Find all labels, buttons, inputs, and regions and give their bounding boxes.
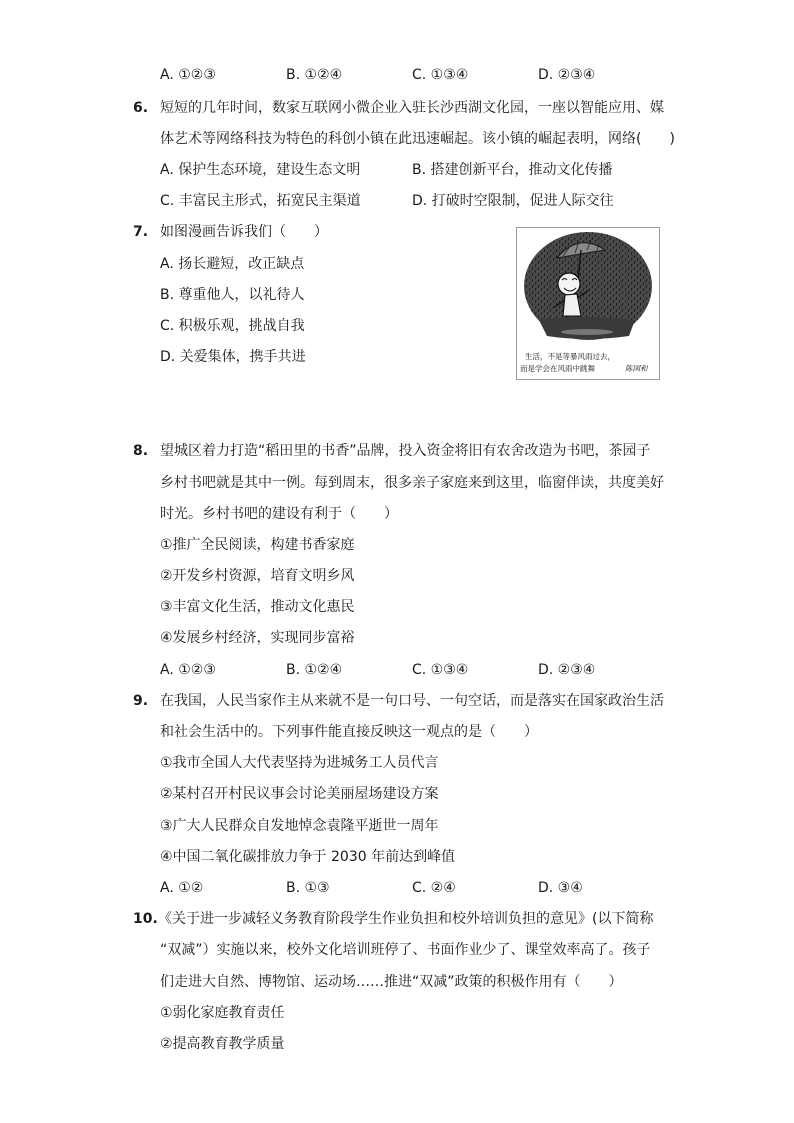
- cartoon-illustration: [516, 227, 660, 380]
- statement-item: ②某村召开村民议事会讨论美丽屋场建设方案: [160, 786, 439, 802]
- cartoon-signature: 陈国和: [625, 364, 648, 373]
- q7-option-d[interactable]: D. 关爱集体，携手共进: [160, 349, 306, 365]
- question-stem-line: 在我国，人民当家作主从来就不是一句口号、一句空话，而是落实在国家政治生活: [160, 693, 664, 709]
- q5-option-d[interactable]: D. ②③④: [538, 67, 596, 83]
- q9-option-c[interactable]: C. ②④: [412, 880, 456, 896]
- q8-option-a[interactable]: A. ①②③: [160, 662, 216, 678]
- q8-option-d[interactable]: D. ②③④: [538, 662, 596, 678]
- q8-option-b[interactable]: B. ①②④: [286, 662, 343, 678]
- question-stem-line: 时光。乡村书吧的建设有利于（ ）: [160, 506, 398, 522]
- question-stem-line: 如图漫画告诉我们（ ）: [160, 224, 328, 240]
- question-stem-line: 们走进大自然、博物馆、运动场……推进“双减”政策的积极作用有（ ）: [160, 974, 623, 990]
- statement-item: ④中国二氧化碳排放力争于 2030 年前达到峰值: [160, 849, 456, 865]
- question-number: 6.: [133, 100, 149, 116]
- statement-item: ③广大人民群众自发地悼念袁隆平逝世一周年: [160, 818, 439, 834]
- q7-option-c[interactable]: C. 积极乐观，挑战自我: [160, 318, 305, 334]
- question-stem-line: “双减”）实施以来，校外文化培训班停了、书面作业少了、课堂效率高了。孩子: [160, 942, 651, 958]
- character-face: [558, 273, 580, 295]
- q8-option-c[interactable]: C. ①③④: [412, 662, 469, 678]
- question-stem-line: 乡村书吧就是其中一例。每到周末，很多亲子家庭来到这里，临窗伴读，共度美好: [160, 475, 664, 491]
- statement-item: ①弱化家庭教育责任: [160, 1005, 285, 1021]
- question-stem-line: 和社会生活中的。下列事件能直接反映这一观点的是（ ）: [160, 724, 538, 740]
- statement-item: ②提高教育教学质量: [160, 1036, 285, 1052]
- q6-option-b[interactable]: B. 搭建创新平台，推动文化传播: [412, 162, 613, 178]
- q9-option-d[interactable]: D. ③④: [538, 880, 583, 896]
- q5-option-a[interactable]: A. ①②③: [160, 67, 216, 83]
- puddle: [539, 317, 635, 339]
- cartoon-caption-line2: 而是学会在风雨中跳舞: [520, 364, 595, 373]
- q6-option-c[interactable]: C. 丰富民主形式，拓宽民主渠道: [160, 193, 361, 209]
- question-stem-line: 体艺术等网络科技为特色的科创小镇在此迅速崛起。该小镇的崛起表明，网络( ): [160, 131, 675, 147]
- q9-option-b[interactable]: B. ①③: [286, 880, 330, 896]
- q7-option-b[interactable]: B. 尊重他人，以礼待人: [160, 287, 305, 303]
- statement-item: ③丰富文化生活，推动文化惠民: [160, 599, 355, 615]
- question-stem-line: 望城区着力打造“稻田里的书香”品牌，投入资金将旧有农舍改造为书吧，茶园子: [160, 443, 651, 459]
- question-stem-line: 《关于进一步减轻义务教育阶段学生作业负担和校外培训负担的意见》(以下简称: [158, 911, 654, 927]
- question-number: 10.: [133, 911, 158, 927]
- question-stem-line: 短短的几年时间，数家互联网小微企业入驻长沙西湖文化园，一座以智能应用、媒: [160, 100, 664, 116]
- statement-item: ④发展乡村经济，实现同步富裕: [160, 630, 355, 646]
- statement-item: ①我市全国人大代表坚持为进城务工人员代言: [160, 755, 439, 771]
- cartoon-caption-line1: 生活，不是等暴风雨过去，: [525, 352, 615, 361]
- question-number: 9.: [133, 693, 149, 709]
- q5-option-c[interactable]: C. ①③④: [412, 67, 469, 83]
- question-number: 8.: [133, 443, 149, 459]
- q5-option-b[interactable]: B. ①②④: [286, 67, 343, 83]
- statement-item: ①推广全民阅读，构建书香家庭: [160, 537, 355, 553]
- question-number: 7.: [133, 224, 149, 240]
- q7-option-a[interactable]: A. 扬长避短，改正缺点: [160, 256, 305, 272]
- q6-option-d[interactable]: D. 打破时空限制，促进人际交往: [412, 193, 614, 209]
- q9-option-a[interactable]: A. ①②: [160, 880, 204, 896]
- statement-item: ②开发乡村资源，培育文明乡风: [160, 568, 355, 584]
- q6-option-a[interactable]: A. 保护生态环境，建设生态文明: [160, 162, 361, 178]
